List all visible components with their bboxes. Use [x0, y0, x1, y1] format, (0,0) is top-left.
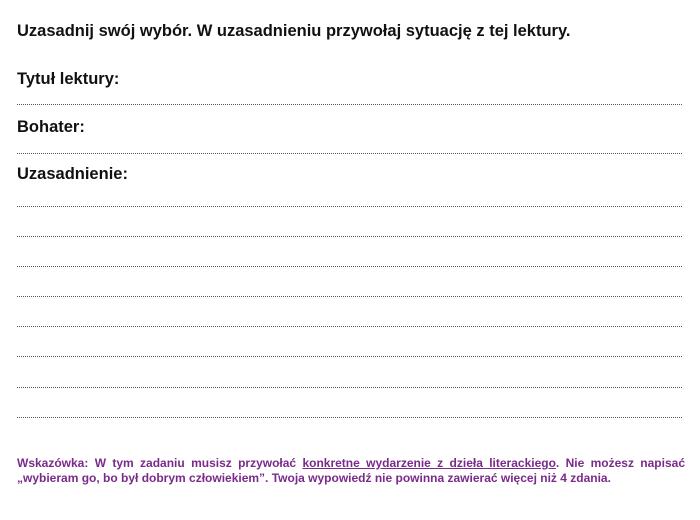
- hero-answer-line[interactable]: [17, 153, 682, 154]
- justification-line-8[interactable]: [17, 417, 682, 418]
- hint-suffix: . Nie możesz napisać „wybieram go, bo był dobrym człowiekiem”. Twoja wypowiedź nie powinna zawierać więcej niż 4 zdania.: [17, 456, 685, 485]
- hint-underlined: konkretne wydarzenie z dzieła literackiego: [302, 456, 556, 470]
- justification-line-2[interactable]: [17, 236, 682, 237]
- justification-line-4[interactable]: [17, 296, 682, 297]
- justification-line-6[interactable]: [17, 356, 682, 357]
- task-instruction: Uzasadnij swój wybór. W uzasadnieniu przywołaj sytuację z tej lektury.: [17, 22, 571, 40]
- justification-label: Uzasadnienie:: [17, 165, 128, 183]
- justification-line-5[interactable]: [17, 326, 682, 327]
- hint-paragraph: [17, 456, 685, 486]
- justification-line-1[interactable]: [17, 206, 682, 207]
- justification-line-7[interactable]: [17, 387, 682, 388]
- title-label: Tytuł lektury:: [17, 70, 120, 88]
- hero-label: Bohater:: [17, 118, 85, 136]
- title-answer-line[interactable]: [17, 104, 682, 105]
- justification-line-3[interactable]: [17, 266, 682, 267]
- hint-prefix: Wskazówka: W tym zadaniu musisz przywołać: [17, 456, 303, 470]
